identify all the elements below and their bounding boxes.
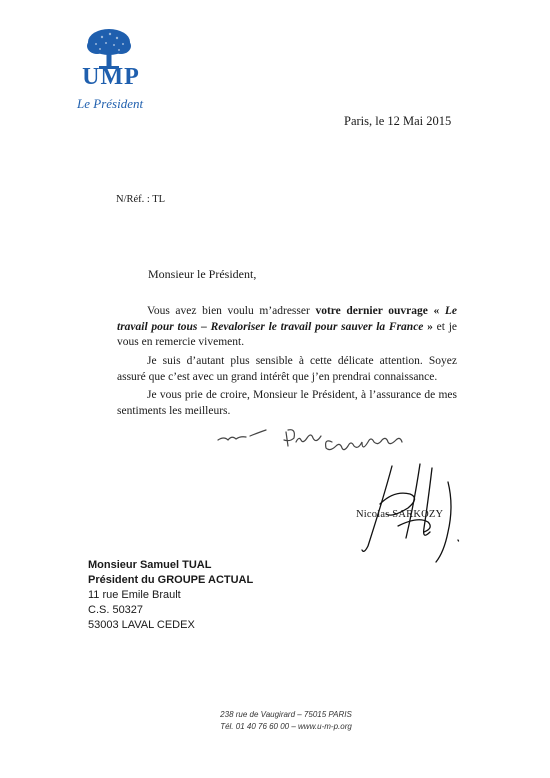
recipient-name: Monsieur Samuel TUAL — [88, 559, 212, 571]
recipient-title: Président du GROUPE ACTUAL — [88, 574, 254, 586]
paragraph-2-text: Je suis d’autant plus sensible à cette délicate attention. Soyez assuré que c’est avec un grand intérêt que j’en prendrai connaissance. — [117, 355, 457, 383]
recipient-cs: C.S. 50327 — [88, 604, 144, 616]
footer-contact: Tél. 01 40 76 60 00 – www.u-m-p.org — [220, 722, 352, 731]
letterhead-subtitle: Le Président — [77, 96, 144, 111]
paragraph-3-text: Je vous prie de croire, Monsieur le Président, à l’assurance de mes sentiments les meilleurs. — [117, 389, 457, 417]
paragraph-1-intro: Vous avez bien voulu m’adresser — [147, 305, 316, 317]
salutation: Monsieur le Président, — [148, 267, 257, 281]
footer-address: 238 rue de Vaugirard – 75015 PARIS — [220, 710, 352, 719]
letter-date: Paris, le 12 Mai 2015 — [344, 114, 452, 128]
recipient-city: 53003 LAVAL CEDEX — [88, 619, 195, 631]
paragraph-2 — [117, 354, 457, 385]
paragraph-3 — [117, 388, 457, 419]
ump-logo-text: UMP — [82, 64, 140, 90]
reference-line: N/Réf. : TL — [116, 194, 166, 205]
recipient-address — [88, 558, 253, 633]
footer — [0, 709, 550, 733]
book-title: Le travail pour tous – Revaloriser le travail pour sauver la France — [117, 305, 457, 333]
paragraph-1 — [117, 304, 457, 351]
book-mention: votre dernier ouvrage « — [315, 305, 445, 317]
signer-name: Nicolas SARKOZY — [356, 509, 444, 520]
paragraph-1-end: et je vous en remercie vivement. — [117, 320, 457, 348]
recipient-street: 11 rue Emile Brault — [88, 589, 181, 601]
book-quote-close: » — [423, 320, 433, 333]
